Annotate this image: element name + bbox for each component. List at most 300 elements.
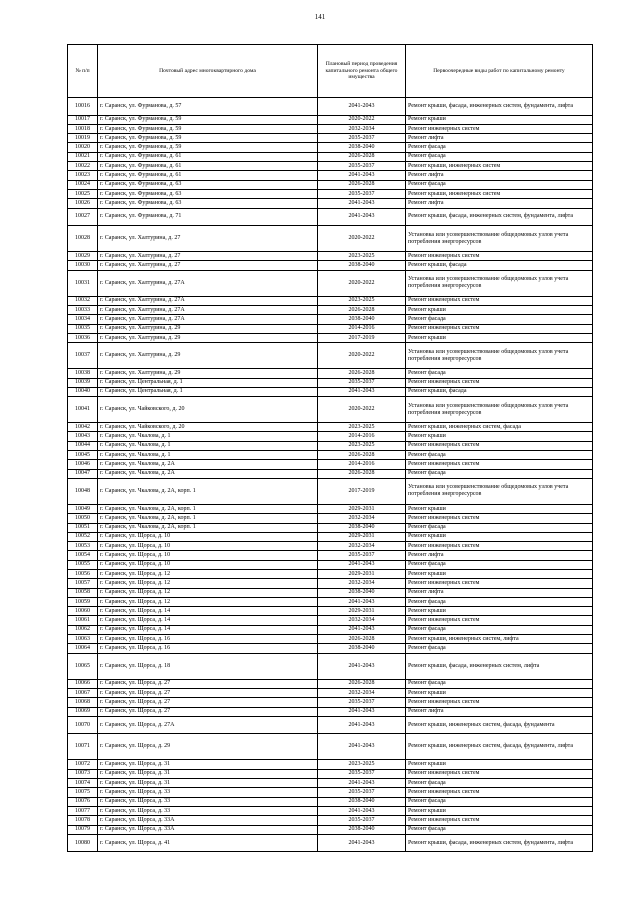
row-period: 2026-2028 [318, 679, 406, 688]
row-works: Ремонт фасада [406, 451, 593, 460]
row-address: г. Саранск, ул. Щорса, д. 33 [98, 788, 318, 797]
row-number: 10039 [68, 378, 98, 387]
row-works: Ремонт инженерных систем [406, 124, 593, 133]
row-works: Ремонт лифта [406, 588, 593, 597]
table-row [68, 460, 593, 469]
row-period: 2035-2037 [318, 816, 406, 825]
row-address: г. Саранск, ул. Щорса, д. 10 [98, 532, 318, 541]
row-works: Ремонт лифта [406, 134, 593, 143]
row-number: 10072 [68, 760, 98, 769]
row-works: Ремонт крыши, фасада [406, 261, 593, 270]
row-period: 2026-2028 [318, 180, 406, 189]
row-address: г. Саранск, ул. Щорса, д. 31 [98, 779, 318, 788]
table-row [68, 423, 593, 432]
row-works: Ремонт фасада [406, 523, 593, 532]
table-row [68, 551, 593, 560]
row-works: Ремонт крыши, фасада, инженерных систем, фундамента, лифта [406, 98, 593, 116]
row-address: г. Саранск, ул. Халтурина, д. 29 [98, 343, 318, 369]
row-address: г. Саранск, ул. Халтурина, д. 27 [98, 252, 318, 261]
row-period: 2038-2040 [318, 797, 406, 806]
header-period: Плановый период проведения капитального ремонта общего имущества [318, 45, 406, 98]
row-address: г. Саранск, ул. Щорса, д. 14 [98, 607, 318, 616]
row-period: 2041-2043 [318, 625, 406, 634]
row-number: 10067 [68, 688, 98, 697]
row-number: 10034 [68, 315, 98, 324]
row-period: 2041-2043 [318, 653, 406, 679]
row-number: 10079 [68, 825, 98, 834]
row-period: 2041-2043 [318, 779, 406, 788]
table-row [68, 270, 593, 296]
row-address: г. Саранск, ул. Щорса, д. 33 [98, 797, 318, 806]
row-number: 10053 [68, 542, 98, 551]
row-works: Ремонт фасада [406, 560, 593, 569]
row-number: 10068 [68, 698, 98, 707]
row-period: 2035-2037 [318, 698, 406, 707]
row-address: г. Саранск, ул. Чкалова, д. 2А [98, 460, 318, 469]
row-period: 2032-2034 [318, 542, 406, 551]
row-address: г. Саранск, ул. Щорса, д. 33А [98, 816, 318, 825]
row-works: Ремонт инженерных систем [406, 616, 593, 625]
row-period: 2032-2034 [318, 688, 406, 697]
row-period: 2041-2043 [318, 208, 406, 226]
row-period: 2014-2016 [318, 432, 406, 441]
row-address: г. Саранск, ул. Чкалова, д. 1 [98, 432, 318, 441]
table-row [68, 523, 593, 532]
row-works: Установка или усовершенствование общедомовых узлов учета потребления энергоресурсов [406, 397, 593, 423]
row-address: г. Саранск, ул. Щорса, д. 33 [98, 806, 318, 815]
table-row [68, 98, 593, 116]
row-number: 10054 [68, 551, 98, 560]
table-row [68, 124, 593, 133]
row-address: г. Саранск, ул. Фурманова, д. 59 [98, 115, 318, 124]
row-address: г. Саранск, ул. Щорса, д. 12 [98, 569, 318, 578]
row-address: г. Саранск, ул. Фурманова, д. 61 [98, 171, 318, 180]
row-number: 10049 [68, 504, 98, 513]
row-number: 10018 [68, 124, 98, 133]
row-period: 2038-2040 [318, 588, 406, 597]
row-address: г. Саранск, ул. Чкалова, д. 2А, корп. 1 [98, 478, 318, 504]
row-period: 2035-2037 [318, 551, 406, 560]
row-number: 10046 [68, 460, 98, 469]
table-row [68, 343, 593, 369]
row-works: Ремонт крыши, фасада, инженерных систем, лифта [406, 653, 593, 679]
row-address: г. Саранск, ул. Халтурина, д. 27А [98, 315, 318, 324]
row-number: 10045 [68, 451, 98, 460]
row-works: Ремонт инженерных систем [406, 542, 593, 551]
row-works: Ремонт крыши [406, 569, 593, 578]
row-period: 2032-2034 [318, 579, 406, 588]
table-row [68, 315, 593, 324]
row-period: 2041-2043 [318, 199, 406, 208]
row-period: 2041-2043 [318, 716, 406, 734]
row-works: Ремонт лифта [406, 171, 593, 180]
row-works: Ремонт фасада [406, 625, 593, 634]
row-address: г. Саранск, ул. Щорса, д. 14 [98, 625, 318, 634]
row-number: 10016 [68, 98, 98, 116]
row-address: г. Саранск, ул. Халтурина, д. 29 [98, 333, 318, 342]
row-address: г. Саранск, ул. Чайковского, д. 20 [98, 397, 318, 423]
row-works: Ремонт крыши [406, 432, 593, 441]
row-address: г. Саранск, ул. Чкалова, д. 2А, корп. 1 [98, 504, 318, 513]
row-address: г. Саранск, ул. Щорса, д. 16 [98, 635, 318, 644]
row-works: Ремонт фасада [406, 797, 593, 806]
row-period: 2029-2031 [318, 569, 406, 578]
row-number: 10058 [68, 588, 98, 597]
row-address: г. Саранск, ул. Халтурина, д. 29 [98, 369, 318, 378]
row-address: г. Саранск, ул. Щорса, д. 33А [98, 825, 318, 834]
row-works: Ремонт инженерных систем [406, 769, 593, 778]
row-number: 10071 [68, 734, 98, 760]
row-number: 10026 [68, 199, 98, 208]
row-number: 10023 [68, 171, 98, 180]
table-row [68, 171, 593, 180]
table-row [68, 797, 593, 806]
header-works: Первоочередные виды работ по капитальному ремонту [406, 45, 593, 98]
row-works: Ремонт фасада [406, 152, 593, 161]
row-period: 2029-2031 [318, 532, 406, 541]
table-row [68, 199, 593, 208]
table-body [68, 98, 593, 852]
row-period: 2035-2037 [318, 162, 406, 171]
row-period: 2041-2043 [318, 734, 406, 760]
row-address: г. Саранск, ул. Чкалова, д. 2А [98, 469, 318, 478]
row-address: г. Саранск, ул. Щорса, д. 18 [98, 653, 318, 679]
table-row [68, 806, 593, 815]
row-number: 10041 [68, 397, 98, 423]
row-works: Ремонт инженерных систем [406, 441, 593, 450]
row-number: 10030 [68, 261, 98, 270]
row-works: Ремонт крыши [406, 607, 593, 616]
row-number: 10074 [68, 779, 98, 788]
row-address: г. Саранск, ул. Чкалова, д. 1 [98, 441, 318, 450]
row-address: г. Саранск, ул. Щорса, д. 12 [98, 597, 318, 606]
row-period: 2026-2028 [318, 306, 406, 315]
row-number: 10059 [68, 597, 98, 606]
row-period: 2035-2037 [318, 134, 406, 143]
row-number: 10048 [68, 478, 98, 504]
row-number: 10052 [68, 532, 98, 541]
row-period: 2041-2043 [318, 834, 406, 852]
table-row [68, 716, 593, 734]
row-number: 10073 [68, 769, 98, 778]
row-works: Ремонт крыши, инженерных систем, фасада, фундамента, лифта [406, 734, 593, 760]
row-works: Ремонт фасада [406, 644, 593, 653]
row-works: Ремонт крыши [406, 504, 593, 513]
table-row [68, 607, 593, 616]
row-number: 10080 [68, 834, 98, 852]
row-period: 2041-2043 [318, 560, 406, 569]
row-address: г. Саранск, ул. Щорса, д. 16 [98, 644, 318, 653]
row-number: 10021 [68, 152, 98, 161]
row-period: 2038-2040 [318, 261, 406, 270]
row-address: г. Саранск, ул. Центральная, д. 1 [98, 387, 318, 396]
table-row [68, 769, 593, 778]
row-works: Ремонт крыши, инженерных систем, фасада, фундамента [406, 716, 593, 734]
row-works: Ремонт лифта [406, 551, 593, 560]
table-row [68, 760, 593, 769]
row-address: г. Саранск, ул. Фурманова, д. 59 [98, 143, 318, 152]
row-period: 2038-2040 [318, 644, 406, 653]
row-works: Ремонт фасада [406, 469, 593, 478]
row-works: Ремонт фасада [406, 597, 593, 606]
row-works: Ремонт лифта [406, 199, 593, 208]
row-period: 2038-2040 [318, 315, 406, 324]
table-row [68, 504, 593, 513]
table-row [68, 333, 593, 342]
row-number: 10020 [68, 143, 98, 152]
row-number: 10055 [68, 560, 98, 569]
row-works: Ремонт инженерных систем [406, 460, 593, 469]
row-works: Ремонт фасада [406, 315, 593, 324]
row-works: Ремонт инженерных систем [406, 698, 593, 707]
header-num: № п/п [68, 45, 98, 98]
table-row [68, 189, 593, 198]
row-address: г. Саранск, ул. Чкалова, д. 2А, корп. 1 [98, 523, 318, 532]
row-number: 10028 [68, 226, 98, 252]
table-row [68, 597, 593, 606]
row-address: г. Саранск, ул. Щорса, д. 31 [98, 769, 318, 778]
row-works: Ремонт лифта [406, 707, 593, 716]
row-period: 2026-2028 [318, 152, 406, 161]
table-row [68, 653, 593, 679]
row-works: Установка или усовершенствование общедомовых узлов учета потребления энергоресурсов [406, 226, 593, 252]
row-period: 2014-2016 [318, 324, 406, 333]
row-number: 10033 [68, 306, 98, 315]
row-number: 10076 [68, 797, 98, 806]
row-period: 2029-2031 [318, 504, 406, 513]
row-works: Ремонт крыши [406, 760, 593, 769]
row-number: 10051 [68, 523, 98, 532]
table-row [68, 514, 593, 523]
row-address: г. Саранск, ул. Щорса, д. 12 [98, 588, 318, 597]
row-period: 2023-2025 [318, 296, 406, 305]
row-period: 2032-2034 [318, 514, 406, 523]
row-number: 10031 [68, 270, 98, 296]
row-works: Ремонт инженерных систем [406, 788, 593, 797]
row-period: 2026-2028 [318, 369, 406, 378]
row-address: г. Саранск, ул. Чкалова, д. 1 [98, 451, 318, 460]
row-works: Ремонт крыши, фасада, инженерных систем, фундамента, лифта [406, 834, 593, 852]
row-number: 10024 [68, 180, 98, 189]
table-row [68, 779, 593, 788]
row-number: 10066 [68, 679, 98, 688]
row-period: 2041-2043 [318, 98, 406, 116]
table-row [68, 152, 593, 161]
page-number: 141 [314, 13, 326, 21]
table-row [68, 560, 593, 569]
row-period: 2035-2037 [318, 189, 406, 198]
row-number: 10075 [68, 788, 98, 797]
row-period: 2020-2022 [318, 270, 406, 296]
table-row [68, 698, 593, 707]
table-row [68, 296, 593, 305]
row-address: г. Саранск, ул. Фурманова, д. 59 [98, 124, 318, 133]
row-address: г. Саранск, ул. Халтурина, д. 27А [98, 270, 318, 296]
row-works: Ремонт инженерных систем [406, 816, 593, 825]
row-address: г. Саранск, ул. Щорса, д. 27А [98, 716, 318, 734]
row-period: 2029-2031 [318, 607, 406, 616]
row-number: 10064 [68, 644, 98, 653]
table-row [68, 478, 593, 504]
table-row [68, 369, 593, 378]
row-address: г. Саранск, ул. Халтурина, д. 27А [98, 296, 318, 305]
row-works: Установка или усовершенствование общедомовых узлов учета потребления энергоресурсов [406, 343, 593, 369]
table-row [68, 688, 593, 697]
row-number: 10036 [68, 333, 98, 342]
table-row [68, 825, 593, 834]
table-row [68, 542, 593, 551]
table-row [68, 261, 593, 270]
row-number: 10035 [68, 324, 98, 333]
table-row [68, 579, 593, 588]
row-address: г. Саранск, ул. Фурманова, д. 59 [98, 134, 318, 143]
row-period: 2038-2040 [318, 523, 406, 532]
row-works: Ремонт крыши, фасада [406, 387, 593, 396]
row-period: 2020-2022 [318, 343, 406, 369]
row-works: Ремонт крыши, инженерных систем, лифта [406, 635, 593, 644]
table-row [68, 226, 593, 252]
header-address: Почтовый адрес многоквартирного дома [98, 45, 318, 98]
row-address: г. Саранск, ул. Чкалова, д. 2А, корп. 1 [98, 514, 318, 523]
row-address: г. Саранск, ул. Чайковского, д. 20 [98, 423, 318, 432]
row-period: 2035-2037 [318, 788, 406, 797]
row-address: г. Саранск, ул. Халтурина, д. 27А [98, 306, 318, 315]
row-number: 10027 [68, 208, 98, 226]
row-number: 10070 [68, 716, 98, 734]
row-number: 10038 [68, 369, 98, 378]
table-row [68, 644, 593, 653]
table-row [68, 469, 593, 478]
table-row [68, 569, 593, 578]
row-works: Ремонт крыши, инженерных систем, фасада [406, 423, 593, 432]
table-row [68, 387, 593, 396]
table-row [68, 208, 593, 226]
table-row [68, 451, 593, 460]
table-row [68, 679, 593, 688]
row-number: 10029 [68, 252, 98, 261]
row-period: 2041-2043 [318, 806, 406, 815]
row-period: 2023-2025 [318, 423, 406, 432]
row-address: г. Саранск, ул. Халтурина, д. 29 [98, 324, 318, 333]
row-works: Ремонт фасада [406, 825, 593, 834]
row-works: Установка или усовершенствование общедомовых узлов учета потребления энергоресурсов [406, 270, 593, 296]
table-row [68, 834, 593, 852]
row-period: 2020-2022 [318, 226, 406, 252]
row-period: 2041-2043 [318, 387, 406, 396]
row-period: 2038-2040 [318, 143, 406, 152]
row-period: 2032-2034 [318, 616, 406, 625]
row-address: г. Саранск, ул. Халтурина, д. 27 [98, 226, 318, 252]
row-period: 2014-2016 [318, 460, 406, 469]
row-number: 10060 [68, 607, 98, 616]
row-address: г. Саранск, ул. Щорса, д. 27 [98, 688, 318, 697]
row-number: 10032 [68, 296, 98, 305]
row-number: 10077 [68, 806, 98, 815]
row-works: Ремонт крыши [406, 333, 593, 342]
row-number: 10056 [68, 569, 98, 578]
row-works: Ремонт крыши [406, 806, 593, 815]
row-period: 2041-2043 [318, 707, 406, 716]
table-row [68, 432, 593, 441]
table-row [68, 616, 593, 625]
row-works: Ремонт крыши [406, 532, 593, 541]
row-address: г. Саранск, ул. Фурманова, д. 61 [98, 152, 318, 161]
row-works: Ремонт инженерных систем [406, 252, 593, 261]
row-number: 10050 [68, 514, 98, 523]
row-works: Установка или усовершенствование общедомовых узлов учета потребления энергоресурсов [406, 478, 593, 504]
table-header-row [68, 45, 593, 98]
row-period: 2020-2022 [318, 115, 406, 124]
row-number: 10019 [68, 134, 98, 143]
row-address: г. Саранск, ул. Щорса, д. 10 [98, 551, 318, 560]
table-row [68, 532, 593, 541]
table-row [68, 162, 593, 171]
table-row [68, 816, 593, 825]
row-works: Ремонт крыши, фасада, инженерных систем, фундамента, лифта [406, 208, 593, 226]
row-number: 10043 [68, 432, 98, 441]
row-works: Ремонт инженерных систем [406, 324, 593, 333]
row-period: 2041-2043 [318, 597, 406, 606]
row-address: г. Саранск, ул. Щорса, д. 27 [98, 679, 318, 688]
row-period: 2032-2034 [318, 124, 406, 133]
row-number: 10037 [68, 343, 98, 369]
repair-schedule-table [67, 44, 593, 852]
row-number: 10040 [68, 387, 98, 396]
table-row [68, 588, 593, 597]
row-works: Ремонт фасада [406, 679, 593, 688]
row-address: г. Саранск, ул. Щорса, д. 10 [98, 542, 318, 551]
row-works: Ремонт крыши [406, 115, 593, 124]
row-works: Ремонт инженерных систем [406, 378, 593, 387]
row-works: Ремонт фасада [406, 180, 593, 189]
row-period: 2020-2022 [318, 397, 406, 423]
row-works: Ремонт крыши, инженерных систем [406, 189, 593, 198]
row-address: г. Саранск, ул. Щорса, д. 12 [98, 579, 318, 588]
table-row [68, 397, 593, 423]
row-number: 10042 [68, 423, 98, 432]
table-row [68, 252, 593, 261]
row-period: 2035-2037 [318, 769, 406, 778]
row-address: г. Саранск, ул. Щорса, д. 29 [98, 734, 318, 760]
table-row [68, 625, 593, 634]
row-number: 10047 [68, 469, 98, 478]
row-number: 10063 [68, 635, 98, 644]
row-address: г. Саранск, ул. Фурманова, д. 63 [98, 180, 318, 189]
row-address: г. Саранск, ул. Фурманова, д. 63 [98, 189, 318, 198]
row-period: 2026-2028 [318, 635, 406, 644]
table-row [68, 143, 593, 152]
row-address: г. Саранск, ул. Щорса, д. 27 [98, 698, 318, 707]
row-number: 10065 [68, 653, 98, 679]
row-period: 2023-2025 [318, 252, 406, 261]
row-address: г. Саранск, ул. Щорса, д. 41 [98, 834, 318, 852]
table-row [68, 635, 593, 644]
row-number: 10022 [68, 162, 98, 171]
row-period: 2023-2025 [318, 441, 406, 450]
row-period: 2017-2019 [318, 478, 406, 504]
row-address: г. Саранск, ул. Щорса, д. 14 [98, 616, 318, 625]
row-number: 10062 [68, 625, 98, 634]
table-row [68, 324, 593, 333]
table-row [68, 306, 593, 315]
table-row [68, 134, 593, 143]
row-address: г. Саранск, ул. Щорса, д. 27 [98, 707, 318, 716]
row-number: 10044 [68, 441, 98, 450]
row-address: г. Саранск, ул. Фурманова, д. 57 [98, 98, 318, 116]
table-row [68, 180, 593, 189]
row-period: 2035-2037 [318, 378, 406, 387]
row-address: г. Саранск, ул. Фурманова, д. 61 [98, 162, 318, 171]
